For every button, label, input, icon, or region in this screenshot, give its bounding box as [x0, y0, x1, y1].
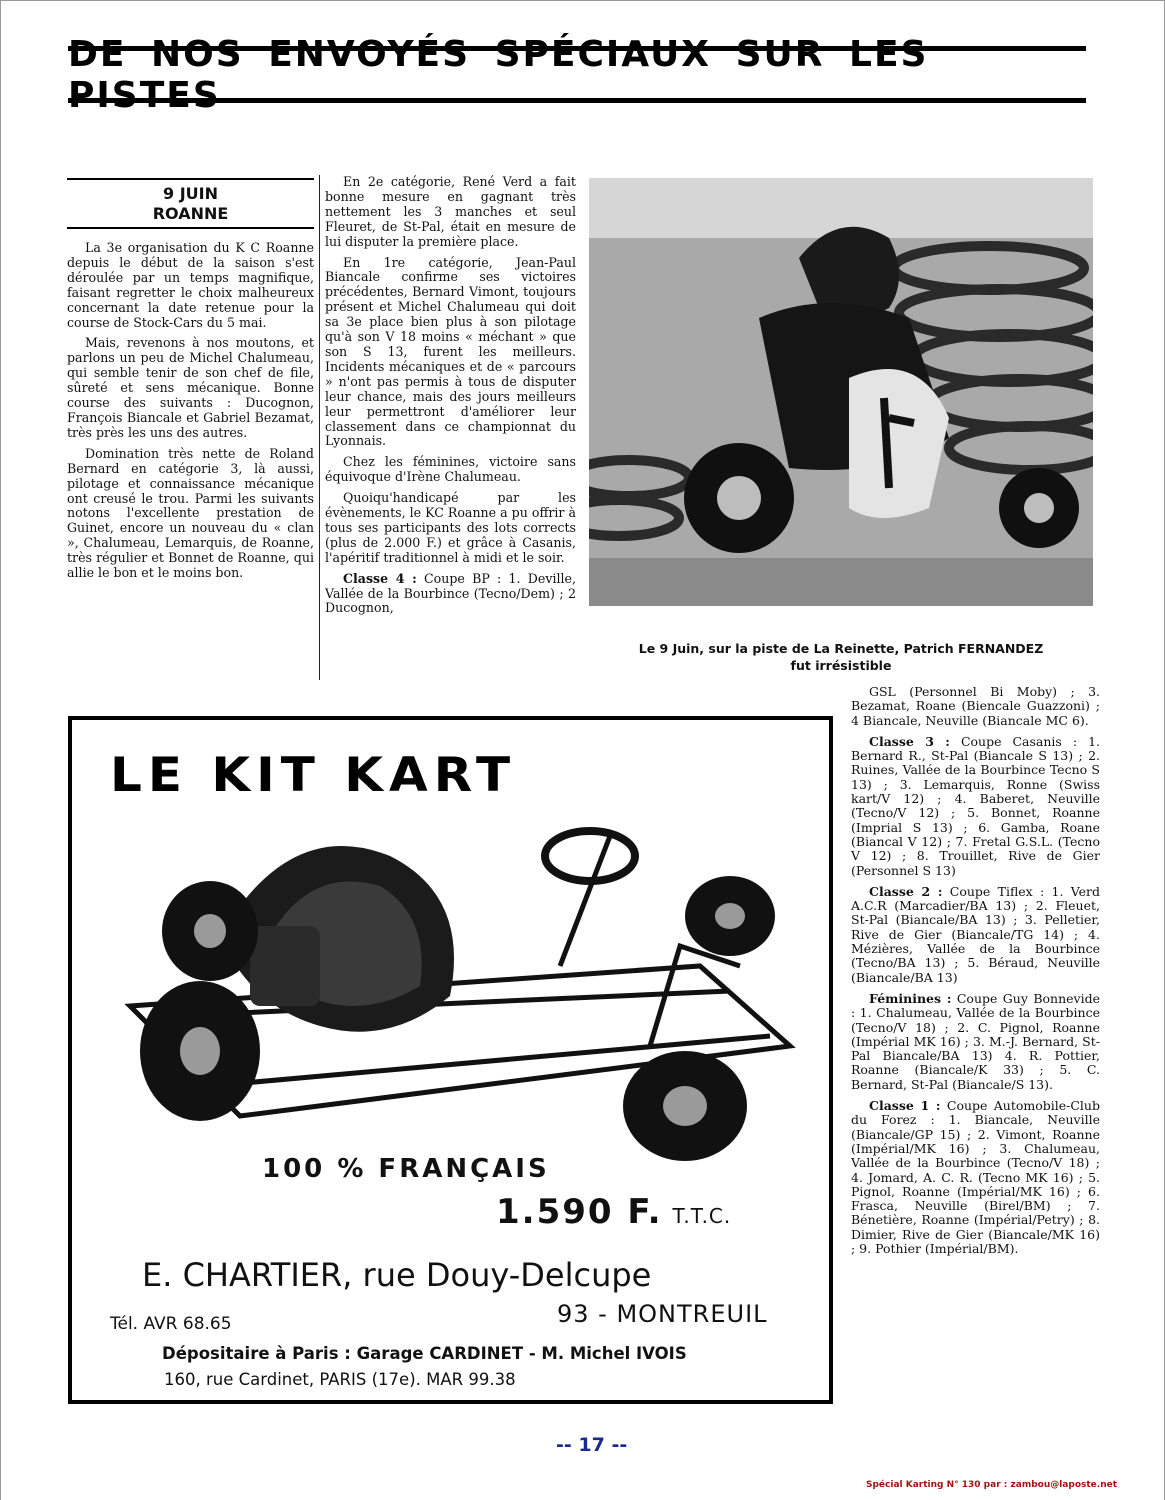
section-title: DE NOS ENVOYÉS SPÉCIAUX SUR LES PISTES [68, 33, 929, 116]
paragraph: En 2e catégorie, René Verd a fait bonne mesure en gagnant très nettement les 3 manches et seul Fleuret, de St-Pal, était en mesure de lui disputer la première place. [325, 174, 576, 249]
ad-price-suffix: T.T.C. [672, 1204, 732, 1228]
classe-label: Classe 4 : [343, 570, 417, 586]
page-frame-top [0, 0, 1165, 1]
classe-label: Classe 3 : [869, 733, 950, 749]
kit-kart-advertisement [68, 716, 833, 1404]
results-continuation: GSL (Personnel Bi Moby) ; 3. Bezamat, Roane (Biencale Guazzoni) ; 4 Biancale, Neuville (Biancale MC 6). [851, 684, 1100, 728]
article-column-1 [67, 178, 314, 587]
classe-results: Coupe Automobile-Club du Forez : 1. Biancale, Neuville (Biancale/GP 15) ; 2. Vimont, Roanne (Impérial/MK 16) ; 3. Chalumeau, Vallée de la Bourbince (Tecno/V 18) ; 4. Jomard, A. C. R. (Tecno MK 16) ; 5. Pignol, Roanne (Impérial/MK 16) ; 6. Frasca, Neuville (Birel/BM) ; 7. Bénetière, Roanne (Impérial/Petry) ; 8. Dimier, Rive de Gier (Biancale/MK 16) ; 9. Pothier (Impérial/BM). [851, 1098, 1100, 1256]
section-banner [68, 33, 1086, 116]
classe-label: Classe 1 : [869, 1098, 941, 1114]
ad-price: 1.590 F. [496, 1192, 663, 1232]
article-header [67, 178, 314, 229]
classe-results: Coupe Tiflex : 1. Verd A.C.R (Marcadier/BA 13) ; 2. Fleuet, St-Pal (Biancale/BA 13) ; 3. Pelletier, Rive de Gier (Biancale/TG 14) ; 4. Mézières, Vallée de la Bourbince (Tecno/BA 13) ; 5. Béraud, Neuville (Biancale/BA 13) [851, 883, 1100, 985]
photo-caption [589, 640, 1093, 674]
ad-company: E. CHARTIER, rue Douy-Delcupe [142, 1256, 652, 1294]
ad-depositary: Dépositaire à Paris : Garage CARDINET - M. Michel IVOIS [162, 1344, 687, 1363]
paragraph: Chez les féminines, victoire sans équivoque d'Irène Chalumeau. [325, 454, 576, 485]
page-number: -- 17 -- [556, 1434, 628, 1456]
ad-phone: Tél. AVR 68.65 [110, 1314, 232, 1334]
race-photo [589, 178, 1093, 606]
results-column [851, 685, 1100, 1263]
article-body-col1 [67, 241, 314, 581]
ad-city: 93 - MONTREUIL [557, 1300, 768, 1328]
results-feminines [851, 992, 1100, 1092]
page-frame-left [0, 0, 1, 1500]
kart-chassis-illustration [90, 816, 820, 1161]
article-column-2 [325, 175, 576, 622]
classe-results: Coupe Guy Bonnevide : 1. Chalumeau, Vallée de la Bourbince (Tecno/V 18) ; 2. C. Pignol, Roanne (Impérial MK 16) ; 3. M.-J. Bernard, St-Pal Biancale/BA 13) 4. R. Pottier, Roanne (Biancale/K 33) ; 5. C. Bernard, St-Pal (Biancale/S 13). [851, 990, 1100, 1092]
paragraph: En 1re catégorie, Jean-Paul Biancale confirme ses victoires précédentes, Bernard Vimont, toujours présent et Michel Chalumeau qui doit sa 3e place bien plus à son pilotage qu'à son V 18 moins « méchant » que son S 13, furent les meilleurs. Incidents mécaniques et de « parcours » n'ont pas permis à tous de disputer leur chance, mais des jours meilleurs leur permettront d'améliorer leur classement dans ce championnat du Lyonnais. [325, 254, 576, 449]
classe-label: Classe 2 : [869, 883, 943, 899]
results-classe-3 [851, 735, 1100, 878]
paragraph: Quoiqu'handicapé par les évènements, le KC Roanne a pu offrir à tous ses participants des lots corrects (plus de 2.000 F.) et grâce à Casanis, l'apéritif traditionnel à midi et le soir. [325, 490, 576, 565]
caption-line-1: Le 9 Juin, sur la piste de La Reinette, Patrich FERNANDEZ [638, 641, 1044, 656]
ad-title: LE KIT KART [110, 747, 517, 803]
classe-label: Féminines : [869, 990, 952, 1006]
classe-results: Coupe Casanis : 1. Bernard R., St-Pal (Biancale S 13) ; 2. Ruines, Vallée de la Bourbince Tecno S 13) ; 3. Lemarquis, Ronne (Swiss kart/V 12) ; 4. Baberet, Neuville (Tecno/V 12) ; 5. Bonnet, Roanne (Imprial S 13) ; 6. Gamba, Roane (Biancal V 12) ; 7. Fretal G.S.L. (Tecno V 12) ; 8. Trouillet, Rive de Gier (Personnel S 13) [851, 733, 1100, 878]
ad-address: 160, rue Cardinet, PARIS (17e). MAR 99.38 [164, 1370, 516, 1389]
paragraph: Domination très nette de Roland Bernard en catégorie 3, là aussi, pilotage et connaissance mécanique ont creusé le trou. Parmi les suivants notons l'excellente prestation de Guinet, encore un nouveau du « clan », Chalumeau, Lemarquis, de Roanne, très régulier et Bonnet de Roanne, qui allie le bon et le moins bon. [67, 445, 314, 581]
results-classe-2 [851, 885, 1100, 985]
ad-price-block [496, 1192, 731, 1232]
paragraph: La 3e organisation du K C Roanne depuis le début de la saison s'est déroulée par un temps magnifique, faisant regretter le choix malheureux concernant la date retenue pour la course de Stock-Cars du 5 mai. [67, 240, 314, 330]
caption-line-2: fut irrésistible [790, 658, 892, 673]
article-place: ROANNE [152, 204, 229, 223]
results-classe-1 [851, 1099, 1100, 1256]
ad-tagline: 100 % FRANÇAIS [262, 1154, 550, 1184]
paragraph: Mais, revenons à nos moutons, et parlons un peu de Michel Chalumeau, qui semble tenir de son chef de file, sûreté et sens mécanique. Bonne course des suivants : Ducognon, François Biancale et Gabriel Bezamat, très près les uns des autres. [67, 335, 314, 440]
kart-chassis-image [90, 816, 820, 1161]
page-footer: Spécial Karting N° 130 par : zambou@laposte.net [866, 1480, 1118, 1490]
article-date: 9 JUIN [163, 184, 218, 203]
results-classe-4 [325, 572, 576, 617]
column-divider [319, 175, 320, 680]
classe-results: Coupe BP : 1. Deville, Vallée de la Bourbince (Tecno/Dem) ; 2 Ducognon, [325, 570, 576, 616]
kart-driver-photo-illustration [589, 178, 1093, 606]
